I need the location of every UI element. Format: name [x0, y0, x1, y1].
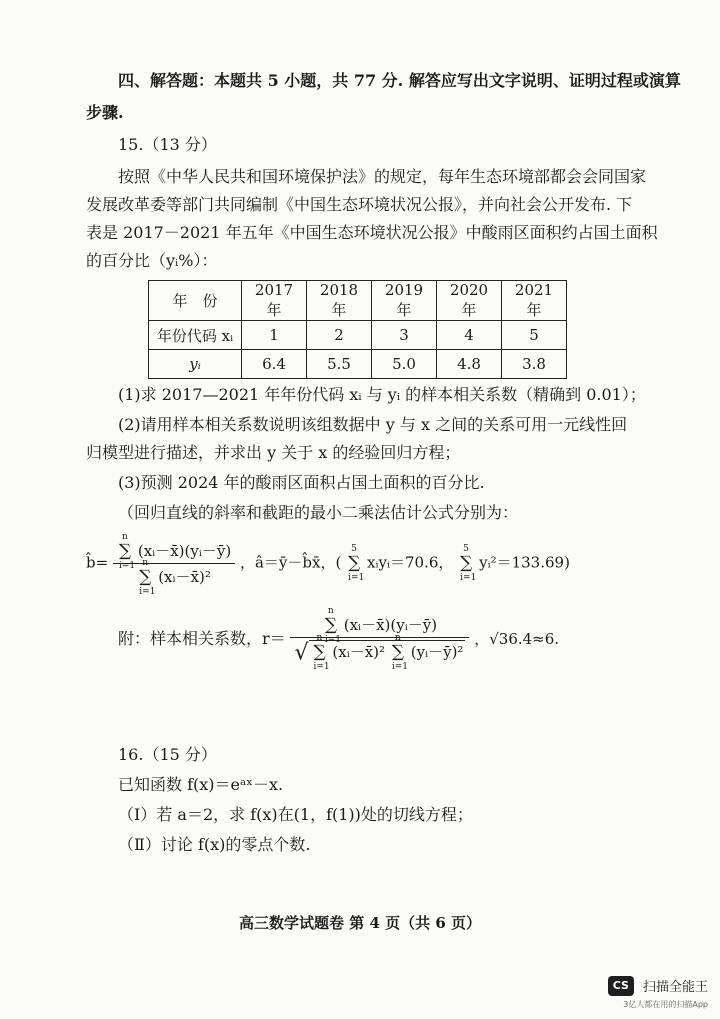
table-cell: 5: [502, 321, 567, 350]
r-denominator-x: (xᵢ－x̄)²: [332, 643, 386, 661]
regression-formula: [86, 532, 570, 597]
q15-part2: (2)请用样本相关系数说明该组数据中 y 与 x 之间的关系可用一元线性回: [118, 415, 628, 434]
scanner-watermark: [608, 975, 708, 1009]
table-cell: 2: [307, 321, 372, 350]
sigma-symbol: ∑ 5 i=1: [348, 543, 365, 583]
q16-part2: （Ⅱ）讨论 f(x)的零点个数.: [118, 835, 311, 854]
r-numerator: (xᵢ－x̄)(yᵢ－ȳ): [343, 616, 438, 634]
slope-denominator: (xᵢ－x̄)²: [158, 568, 211, 586]
sigma-symbol: ∑ n i=1: [139, 558, 156, 597]
q15-header: 15.（13 分）: [118, 135, 217, 154]
sigma-symbol: ∑ n i=1: [324, 606, 341, 645]
acid-rain-table: [148, 280, 567, 379]
table-cell: 3.8: [502, 350, 567, 379]
q15-intro-line: 的百分比（yᵢ%）：: [86, 251, 218, 270]
a-hat-formula: ，â＝ȳ－b̂x̄，(: [239, 553, 342, 572]
table-cell: 4.8: [437, 350, 502, 379]
watermark-tagline: 3亿人都在用的扫描App: [623, 1000, 708, 1009]
table-row-header: 年 份: [149, 281, 242, 321]
table-cell: 2021 年: [502, 281, 567, 321]
table-row-header: yᵢ: [149, 350, 242, 379]
q15-intro-line: 发展改革委等部门共同编制《中国生态环境状况公报》，并向社会公开发布. 下: [86, 195, 633, 214]
b-hat-label: b̂=: [86, 553, 109, 572]
r-fraction: [290, 606, 469, 672]
q15-part3: (3)预测 2024 年的酸雨区面积占国土面积的百分比.: [118, 473, 485, 492]
q16-intro: 已知函数 f(x)＝eᵃˣ－x.: [118, 775, 284, 794]
attach-label: 附：样本相关系数，r＝: [118, 628, 286, 648]
sigma-symbol: ∑ 5 i=1: [460, 543, 477, 583]
sqrt-note: ，√36.4≈6.: [474, 629, 560, 648]
q15-intro-line: 按照《中华人民共和国环境保护法》的规定，每年生态环境部都会会同国家: [118, 167, 647, 186]
section-heading: 四、解答题：本题共 5 小题，共 77 分. 解答应写出文字说明、证明过程或演算: [118, 71, 681, 90]
r-denominator-y: (yᵢ－ȳ)²: [410, 643, 464, 661]
sigma-symbol: ∑ n i=1: [391, 633, 408, 672]
q15-intro-line: 表是 2017－2021 年五年《中国生态环境状况公报》中酸雨区面积约占国土面积: [86, 223, 658, 242]
table-cell: 2018 年: [307, 281, 372, 321]
sigma-symbol: ∑ n i=1: [313, 633, 330, 672]
table-row: [149, 281, 567, 321]
table-cell: 4: [437, 321, 502, 350]
q16-part1: （Ⅰ）若 a＝2，求 f(x)在(1，f(1))处的切线方程；: [118, 805, 473, 824]
q15-part1: (1)求 2017—2021 年年份代码 xᵢ 与 yᵢ 的样本相关系数（精确到 0.01）；: [118, 385, 646, 404]
table-cell: 1: [242, 321, 307, 350]
table-row: [149, 321, 567, 350]
sum-y2-value: yᵢ²＝133.69): [479, 553, 570, 572]
camscanner-logo-icon: CS: [608, 976, 634, 996]
watermark-name: 扫描全能王: [642, 980, 708, 995]
table-cell: 2017 年: [242, 281, 307, 321]
table-cell: 5.5: [307, 350, 372, 379]
page-footer: 高三数学试题卷 第 4 页（共 6 页）: [239, 914, 481, 932]
q15-formula-note: （回归直线的斜率和截距的最小二乘法估计公式分别为：: [118, 503, 519, 522]
slope-fraction: [113, 532, 235, 597]
sigma-symbol: ∑ n i=1: [118, 532, 136, 571]
section-heading-cont: 步骤.: [86, 103, 124, 122]
q16-header: 16.（15 分）: [118, 745, 217, 764]
table-cell: 3: [372, 321, 437, 350]
correlation-formula: [118, 606, 560, 672]
table-cell: 2020 年: [437, 281, 502, 321]
table-cell: 6.4: [242, 350, 307, 379]
table-row-header: 年份代码 xᵢ: [149, 321, 242, 350]
q15-part2-cont: 归模型进行描述，并求出 y 关于 x 的经验回归方程；: [86, 443, 461, 462]
slope-numerator: (xᵢ－x̄)(yᵢ－ȳ): [137, 542, 232, 560]
table-row: [149, 350, 567, 379]
sum-xy-value: xᵢyᵢ＝70.6，: [367, 553, 454, 572]
table-cell: 2019 年: [372, 281, 437, 321]
sqrt-icon: √: [294, 640, 309, 666]
table-cell: 5.0: [372, 350, 437, 379]
